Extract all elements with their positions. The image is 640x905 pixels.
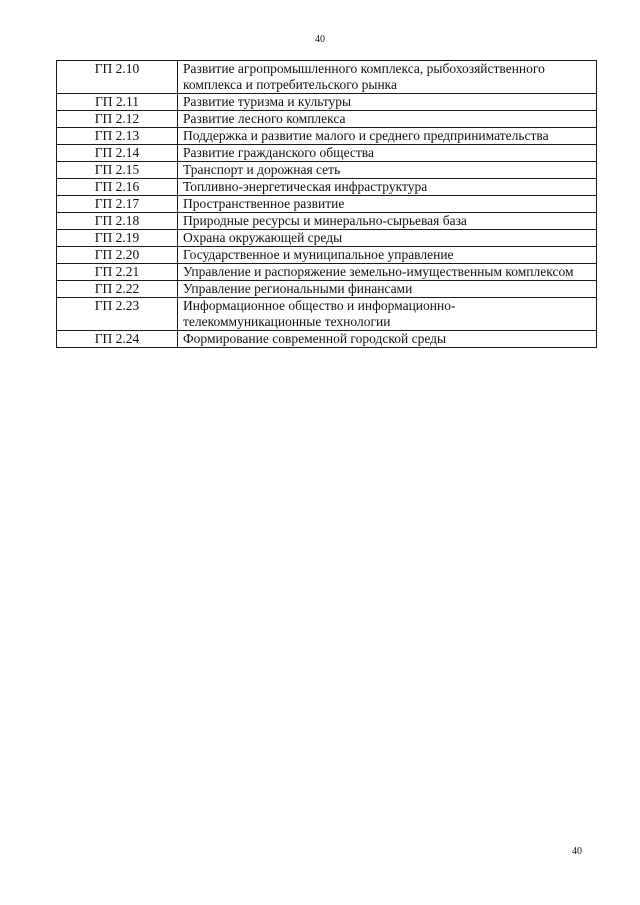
table-row [57, 247, 597, 264]
table-row [57, 281, 597, 298]
table-row [57, 264, 597, 281]
program-code: ГП 2.15 [57, 162, 178, 179]
program-code: ГП 2.22 [57, 281, 178, 298]
program-code: ГП 2.23 [57, 298, 178, 331]
program-code: ГП 2.10 [57, 61, 178, 94]
program-title: Развитие агропромышленного комплекса, рыбохозяйственного комплекса и потребительского рынка [178, 61, 597, 94]
program-title: Информационное общество и информационно-телекоммуникационные технологии [178, 298, 597, 331]
program-title: Управление региональными финансами [178, 281, 597, 298]
program-title: Формирование современной городской среды [178, 331, 597, 348]
program-title: Развитие гражданского общества [178, 145, 597, 162]
table-row [57, 61, 597, 94]
table-row [57, 162, 597, 179]
program-code: ГП 2.21 [57, 264, 178, 281]
page-number-bottom: 40 [572, 846, 582, 857]
table-row [57, 128, 597, 145]
program-code: ГП 2.24 [57, 331, 178, 348]
table-row [57, 196, 597, 213]
program-code: ГП 2.16 [57, 179, 178, 196]
program-title: Природные ресурсы и минерально-сырьевая база [178, 213, 597, 230]
table-row [57, 298, 597, 331]
program-code: ГП 2.12 [57, 111, 178, 128]
program-code: ГП 2.17 [57, 196, 178, 213]
program-title: Поддержка и развитие малого и среднего предпринимательства [178, 128, 597, 145]
table-row [57, 94, 597, 111]
program-title: Пространственное развитие [178, 196, 597, 213]
table-row [57, 230, 597, 247]
state-programs-table [56, 60, 597, 348]
program-title: Охрана окружающей среды [178, 230, 597, 247]
program-title: Развитие туризма и культуры [178, 94, 597, 111]
program-code: ГП 2.18 [57, 213, 178, 230]
program-code: ГП 2.19 [57, 230, 178, 247]
program-title: Топливно-энергетическая инфраструктура [178, 179, 597, 196]
table-row [57, 179, 597, 196]
table-row [57, 111, 597, 128]
table-row [57, 213, 597, 230]
program-title: Управление и распоряжение земельно-имущественным комплексом [178, 264, 597, 281]
table-row [57, 145, 597, 162]
program-title: Государственное и муниципальное управление [178, 247, 597, 264]
programs-table-body [57, 61, 597, 348]
program-code: ГП 2.14 [57, 145, 178, 162]
program-code: ГП 2.13 [57, 128, 178, 145]
program-code: ГП 2.20 [57, 247, 178, 264]
table-row [57, 331, 597, 348]
program-title: Транспорт и дорожная сеть [178, 162, 597, 179]
program-title: Развитие лесного комплекса [178, 111, 597, 128]
page-number-top: 40 [315, 34, 325, 45]
program-code: ГП 2.11 [57, 94, 178, 111]
